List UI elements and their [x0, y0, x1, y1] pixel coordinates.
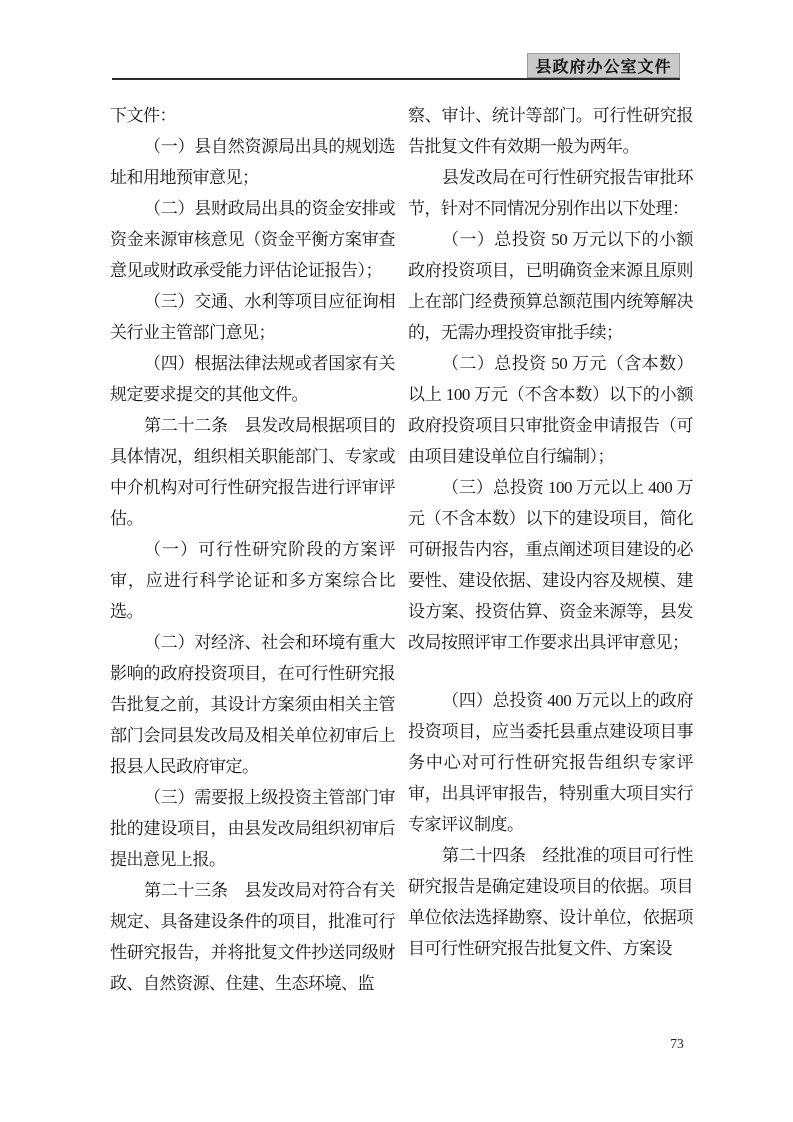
paragraph: （二）县财政局出具的资金安排或资金来源审核意见（资金平衡方案审查意见或财政承受能力评估论证报告）； [110, 199, 395, 280]
paragraph: 县发改局在可行性研究报告审批环节，针对不同情况分别作出以下处理： [408, 168, 693, 218]
paragraph: （一）可行性研究阶段的方案评审，应进行科学论证和多方案综合比选。 [110, 540, 395, 621]
paragraph: （二）对经济、社会和环境有重大影响的政府投资项目，在可行性研究报告批复之前，其设计方案须由相关主管部门会同县发改局及相关单位初审后上报县人民政府审定。 [110, 633, 395, 776]
document-header-label [527, 53, 680, 78]
page-number: 73 [670, 1036, 684, 1051]
paragraph: （一）总投资 50 万元以下的小额政府投资项目，已明确资金来源且原则上在部门经费预算总额范围内统筹解决的，无需办理投资审批手续； [408, 230, 693, 342]
paragraph: （三）总投资 100 万元以上 400 万元（不含本数）以下的建设项目，简化可研报告内容，重点阐述项目建设的必要性、建设依据、建设内容及规模、建设方案、投资估算、资金来源等，县发改局按照评审工作要求出具评审意见； [408, 478, 693, 652]
paragraph: （三）交通、水利等项目应征询相关行业主管部门意见； [110, 292, 395, 342]
paragraph: （一）县自然资源局出具的规划选址和用地预审意见； [110, 137, 395, 187]
paragraph: （四）根据法律法规或者国家有关规定要求提交的其他文件。 [110, 354, 395, 404]
paragraph: 察、审计、统计等部门。可行性研究报告批复文件有效期一般为两年。 [408, 106, 693, 156]
paragraph: 第二十二条 县发改局根据项目的具体情况，组织相关职能部门、专家或中介机构对可行性研究报告进行评审评估。 [110, 416, 395, 528]
document-body [110, 100, 693, 999]
paragraph: 第二十四条 经批准的项目可行性研究报告是确定建设项目的依据。项目单位依法选择勘察、设计单位，依据项目可行性研究报告批复文件、方案设 [408, 846, 693, 958]
left-column [110, 100, 395, 999]
paragraph: （二）总投资 50 万元（含本数）以上 100 万元（不含本数）以下的小额政府投资项目只审批资金申请报告（可由项目建设单位自行编制）； [408, 354, 693, 466]
header-divider-line [112, 78, 680, 80]
paragraph: 下文件： [110, 106, 176, 125]
paragraph: 第二十三条 县发改局对符合有关规定、具备建设条件的项目，批准可行性研究报告，并将批复文件抄送同级财政、自然资源、住建、生态环境、监 [110, 881, 395, 993]
header-title: 县政府办公室文件 [535, 59, 672, 76]
paragraph: （四）总投资 400 万元以上的政府投资项目，应当委托县重点建设项目事务中心对可行性研究报告组织专家评审，出具评审报告，特别重大项目实行专家评议制度。 [408, 691, 693, 834]
paragraph: （三）需要报上级投资主管部门审批的建设项目，由县发改局组织初审后提出意见上报。 [110, 788, 395, 869]
right-column [408, 100, 693, 999]
